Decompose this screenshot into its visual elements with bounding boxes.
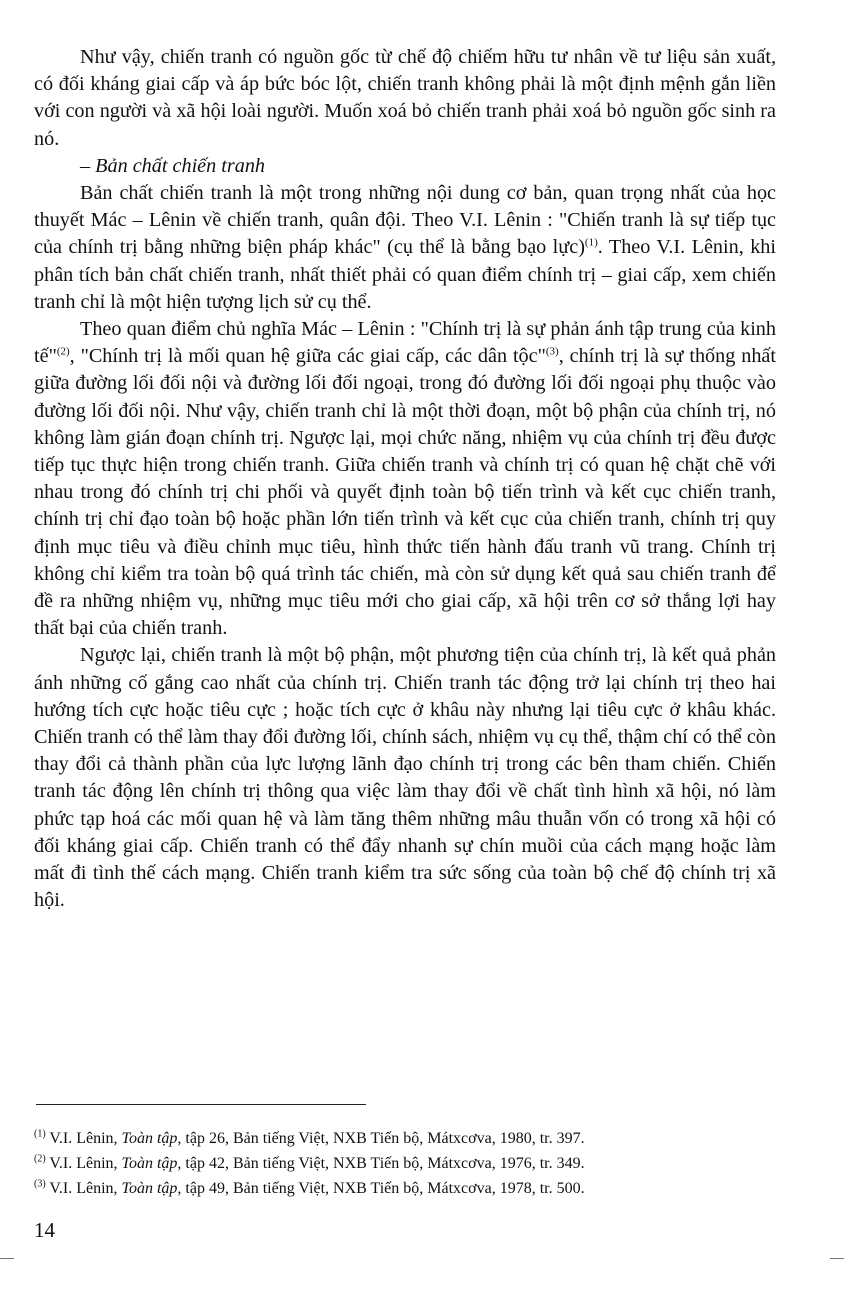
footnote-ref-2: (2) [56,345,70,358]
page-number: 14 [34,1218,55,1242]
paragraph-war-origin: Như vậy, chiến tranh có nguồn gốc từ chế độ chiếm hữu tư nhân về tư liệu sản xuất, có đối kháng giai cấp và áp bức bóc lột, chiến tranh không phải là một định mệnh gắn liền với con người và xã hội loài người. Muốn xoá bỏ chiến tranh phải xoá bỏ nguồn gốc sinh ra nó. [34,46,776,150]
footnote-details: tập 26, Bản tiếng Việt, NXB Tiến bộ, Mátxcơva, 1980, tr. 397. [181,1130,585,1147]
footnote-author: V.I. Lênin, [45,1180,122,1197]
scan-edge-mark-right [830,1258,844,1259]
footnote-details: tập 42, Bản tiếng Việt, NXB Tiến bộ, Mátxcơva, 1976, tr. 349. [181,1155,585,1172]
paragraph-war-impact: Ngược lại, chiến tranh là một bộ phận, một phương tiện của chính trị, là kết quả phản ánh những cố gắng cao nhất của chính trị. Chiến tranh tác động trở lại chính trị theo hai hướng tích cực hoặc tiêu cực ; hoặc tích cực ở khâu này nhưng lại tiêu cực ở khâu khác. Chiến tranh có thể làm thay đổi đường lối, chính sách, nhiệm vụ cụ thể, thậm chí có thể còn thay đổi cả thành phần của lực lượng lãnh đạo chính trị trong các bên tham chiến. Chiến tranh tác động lên chính trị thông qua việc làm thay đổi về chất tình hình xã hội, nó làm phức tạp hoá các mối quan hệ và làm tăng thêm những mâu thuẫn vốn có trong xã hội có đối kháng giai cấp. Chiến tranh có thể đẩy nhanh sự chín muồi của cách mạng hoặc làm mất đi tình thế cách mạng. Chiến tranh kiểm tra sức sống của toàn bộ chế độ chính trị xã hội. [34,644,776,912]
footnote-title: Toàn tập, [121,1130,182,1147]
paragraph-text: Bản chất chiến tranh là một trong những nội dung cơ bản, quan trọng nhất của học thuyết Mác – Lênin về chiến tranh, quân đội. Theo V.I. Lênin : "Chiến tranh là sự tiếp tục của chính trị bằng những biện pháp khác" (cụ thể là bằng bạo lực) [34,182,776,259]
paragraph-politics [34,316,776,642]
paragraph-text: , "Chính trị là mối quan hệ giữa các giai cấp, các dân tộc" [69,345,546,368]
footnote-item [34,1151,776,1176]
paragraph-text: . Theo V.I. Lênin, khi phân tích bản chất chiến tranh, nhất thiết phải có quan điểm chính trị – giai cấp, xem chiến tranh chỉ là một hiện tượng lịch sử cụ thể. [34,236,776,313]
footnote-author: V.I. Lênin, [45,1130,122,1147]
footnote-mark: (2) [34,1153,46,1165]
footnote-mark: (3) [34,1178,46,1190]
footnote-ref-3: (3) [545,345,559,358]
footnote-divider [36,1104,366,1105]
book-page [34,0,776,1289]
main-text [34,44,776,915]
footnote-mark: (1) [34,1128,46,1140]
footnote-details: tập 49, Bản tiếng Việt, NXB Tiến bộ, Mátxcơva, 1978, tr. 500. [181,1180,585,1197]
footnote-title: Toàn tập, [121,1180,182,1197]
paragraph-war-nature [34,180,776,316]
scan-edge-mark-left [0,1258,14,1259]
footnote-ref-1: (1) [584,236,598,249]
paragraph-text: Theo quan điểm chủ nghĩa Mác – Lênin : "Chính trị là sự phản ánh tập trung của kinh tế" [34,318,776,368]
section-heading: – Bản chất chiến tranh [80,154,266,177]
paragraph-text: , chính trị là sự thống nhất giữa đường lối đối nội và đường lối đối ngoại, trong đó đường lối đối ngoại phụ thuộc vào đường lối đối nội. Như vậy, chiến tranh chỉ là một thời đoạn, một bộ phận của chính trị, nó không làm gián đoạn chính trị. Ngược lại, mọi chức năng, nhiệm vụ của chính trị đều được tiếp tục thực hiện trong chiến tranh. Giữa chiến tranh và chính trị có quan hệ chặt chẽ với nhau trong đó chính trị chi phối và quyết định toàn bộ tiến trình và kết cục chiến tranh, chính trị chỉ đạo toàn bộ hoặc phần lớn tiến trình và kết cục của chiến tranh, chính trị quy định mục tiêu và điều chỉnh mục tiêu, hình thức tiến hành đấu tranh vũ trang. Chính trị không chỉ kiểm tra toàn bộ quá trình tác chiến, mà còn sử dụng kết quả sau chiến tranh để đề ra những nhiệm vụ, những mục tiêu mới cho giai cấp, xã hội trên cơ sở thắng lợi hay thất bại của chiến tranh. [34,345,776,640]
footnote-author: V.I. Lênin, [45,1155,122,1172]
footnote-item [34,1176,776,1201]
footnotes [34,1126,776,1201]
footnote-item [34,1126,776,1151]
footnote-title: Toàn tập, [121,1155,182,1172]
